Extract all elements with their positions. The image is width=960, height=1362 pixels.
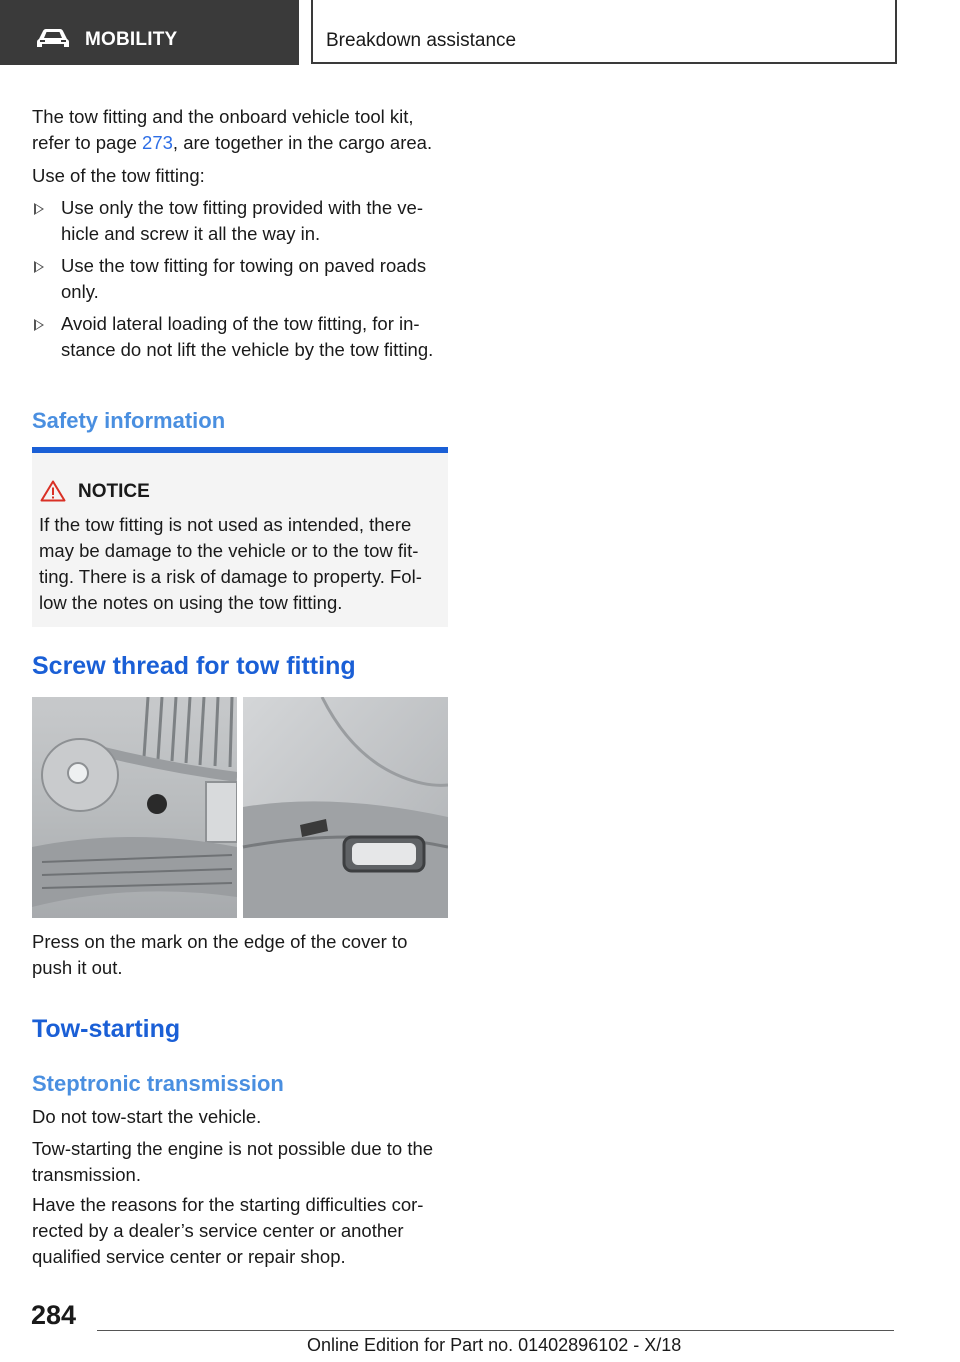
screw-thread-heading: Screw thread for tow fitting	[32, 652, 356, 680]
safety-heading: Safety information	[32, 408, 226, 433]
footer-divider	[97, 1330, 894, 1331]
header-chapter-tab	[311, 0, 897, 64]
header-section-tab	[0, 0, 299, 65]
page-number: 284	[31, 1300, 77, 1330]
list-item: Use only the tow fitting provided with the vehicle and screw it all the way in.	[32, 195, 448, 247]
triangle-bullet-icon	[34, 319, 44, 331]
warning-triangle-icon	[40, 480, 66, 502]
steptronic-subheading: Steptronic transmission	[32, 1071, 284, 1096]
edition-note: Online Edition for Part no. 01402896102 - X/18	[307, 1335, 682, 1355]
tow-start-reason: Tow-starting the engine is not possible due to the transmission.	[32, 1138, 434, 1185]
notice-text: If the tow fitting is not used as intended, there may be damage to the vehicle or to the tow fitting. There is a risk of damage to property. Follow the notes on using the tow fitting.	[39, 514, 422, 613]
car-icon	[35, 27, 71, 51]
list-item: Use the tow fitting for towing on paved roads only.	[32, 253, 448, 305]
notice-title: NOTICE	[78, 481, 150, 502]
tow-fitting-cover-illustration	[32, 697, 448, 918]
tow-starting-heading: Tow-starting	[32, 1015, 181, 1043]
chapter-title: Breakdown assistance	[326, 30, 517, 51]
triangle-bullet-icon	[34, 203, 44, 215]
tow-start-advice: Have the reasons for the starting difficulties corrected by a dealer’s service center or another qualified service center or repair shop.	[32, 1194, 424, 1267]
tow-start-warning: Do not tow-start the vehicle.	[32, 1106, 262, 1127]
notice-box	[32, 447, 448, 627]
tow-fitting-usage-list	[32, 195, 448, 369]
triangle-bullet-icon	[34, 261, 44, 273]
list-item: Avoid lateral loading of the tow fitting, for instance do not lift the vehicle by the tow fitting.	[32, 311, 448, 363]
page-reference-link[interactable]: 273	[142, 132, 173, 153]
section-title: MOBILITY	[85, 29, 178, 50]
intro-paragraph: The tow fitting and the onboard vehicle tool kit, refer to page 273, are together in the cargo area.	[32, 106, 433, 153]
screw-thread-caption: Press on the mark on the edge of the cover to push it out.	[32, 931, 408, 978]
tow-fitting-usage-intro: Use of the tow fitting:	[32, 165, 205, 186]
